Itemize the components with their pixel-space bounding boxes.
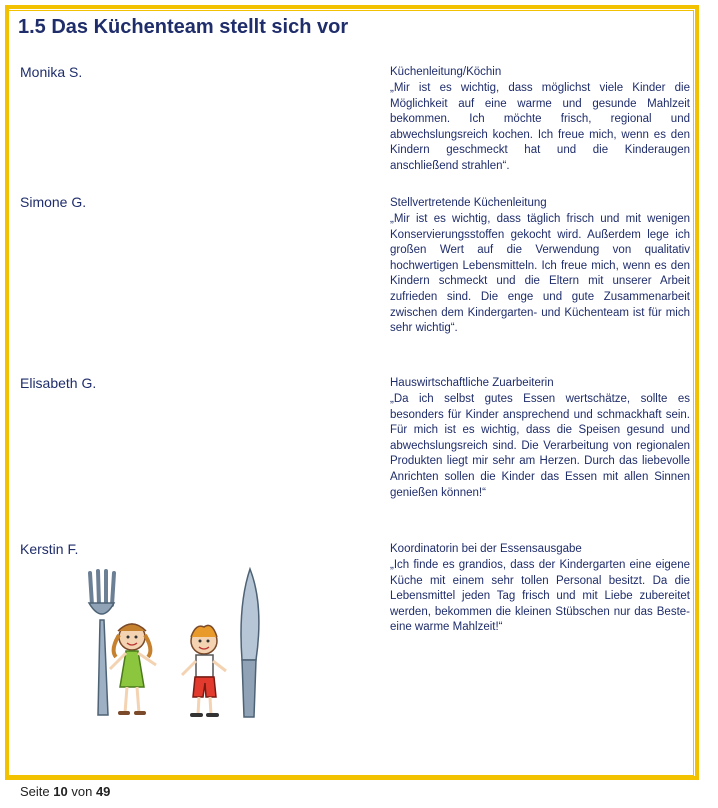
member-role-2: Stellvertretende Küchenleitung bbox=[390, 197, 547, 209]
member-role-4: Koordinatorin bei der Essensausgabe bbox=[390, 543, 582, 555]
member-quote-2: „Mir ist es wichtig, dass täglich frisch und mit wenigen Konservierungsstoffen gekocht wird. Außerdem lege ich großen Wert auf die Verwendung von qualitativ hochwertigen Lebensmitteln. Ich freue mich, wenn es den Kindern schmeckt und die Eltern mit unserer Arbeit zufrieden sind. Die enge und gute Zusammenarbeit zwischen dem Kindergarten- und Küchenteam ist für mich sehr wichtig“. bbox=[390, 213, 690, 335]
footer-prefix: Seite bbox=[20, 784, 50, 799]
member-quote-1: „Mir ist es wichtig, dass möglichst viele Kinder die Möglichkeit auf eine warme und gesunde Mahlzeit bekommen. Ich möchte frisch, regional und abwechslungsreich kochen. Ich freue mich, wenn es den Kindern geschmeckt hat und die Kinderaugen anschließend strahlen“. bbox=[390, 82, 690, 172]
page-title: 1.5 Das Küchenteam stellt sich vor bbox=[18, 16, 349, 38]
member-quote-3: „Da ich selbst gutes Essen wertschätze, sollte es besonders für Kinder ansprechend und schmackhaft sein. Für mich ist es wichtig, dass die Speisen gesund und abwechslungsreich sind. Die Verarbeitung von regionalen Produkten liegt mir sehr am Herzen. Durch das liebevolle Anrichten sollen die Kinder das Essen mit allen Sinnen genießen können!“ bbox=[390, 393, 690, 499]
fork-icon bbox=[89, 571, 114, 715]
member-name-1: Monika S. bbox=[20, 64, 83, 80]
member-role-3: Hauswirtschaftliche Zuarbeiterin bbox=[390, 377, 554, 389]
member-name-3: Elisabeth G. bbox=[20, 375, 97, 391]
footer-middle: von bbox=[71, 784, 93, 799]
footer-total-pages: 49 bbox=[95, 784, 111, 799]
member-role-1: Küchenleitung/Köchin bbox=[390, 66, 502, 78]
page-footer bbox=[20, 784, 110, 799]
kids-with-cutlery-illustration bbox=[70, 565, 280, 730]
girl-figure bbox=[110, 624, 156, 713]
knife-icon bbox=[241, 569, 259, 717]
member-quote-4: „Ich finde es grandios, dass der Kindergarten eine eigene Küche mit einem sehr tollen Personal besitzt. Da die Lebensmittel jeden Tag frisch und mit Liebe zubereitet werden, bekommen die kleinen Stübschen nur das Beste-eine warme Mahlzeit!“ bbox=[390, 559, 690, 634]
member-name-4: Kerstin F. bbox=[20, 541, 79, 557]
member-name-2: Simone G. bbox=[20, 194, 87, 210]
footer-page-number: 10 bbox=[53, 784, 68, 799]
boy-figure bbox=[182, 625, 226, 715]
